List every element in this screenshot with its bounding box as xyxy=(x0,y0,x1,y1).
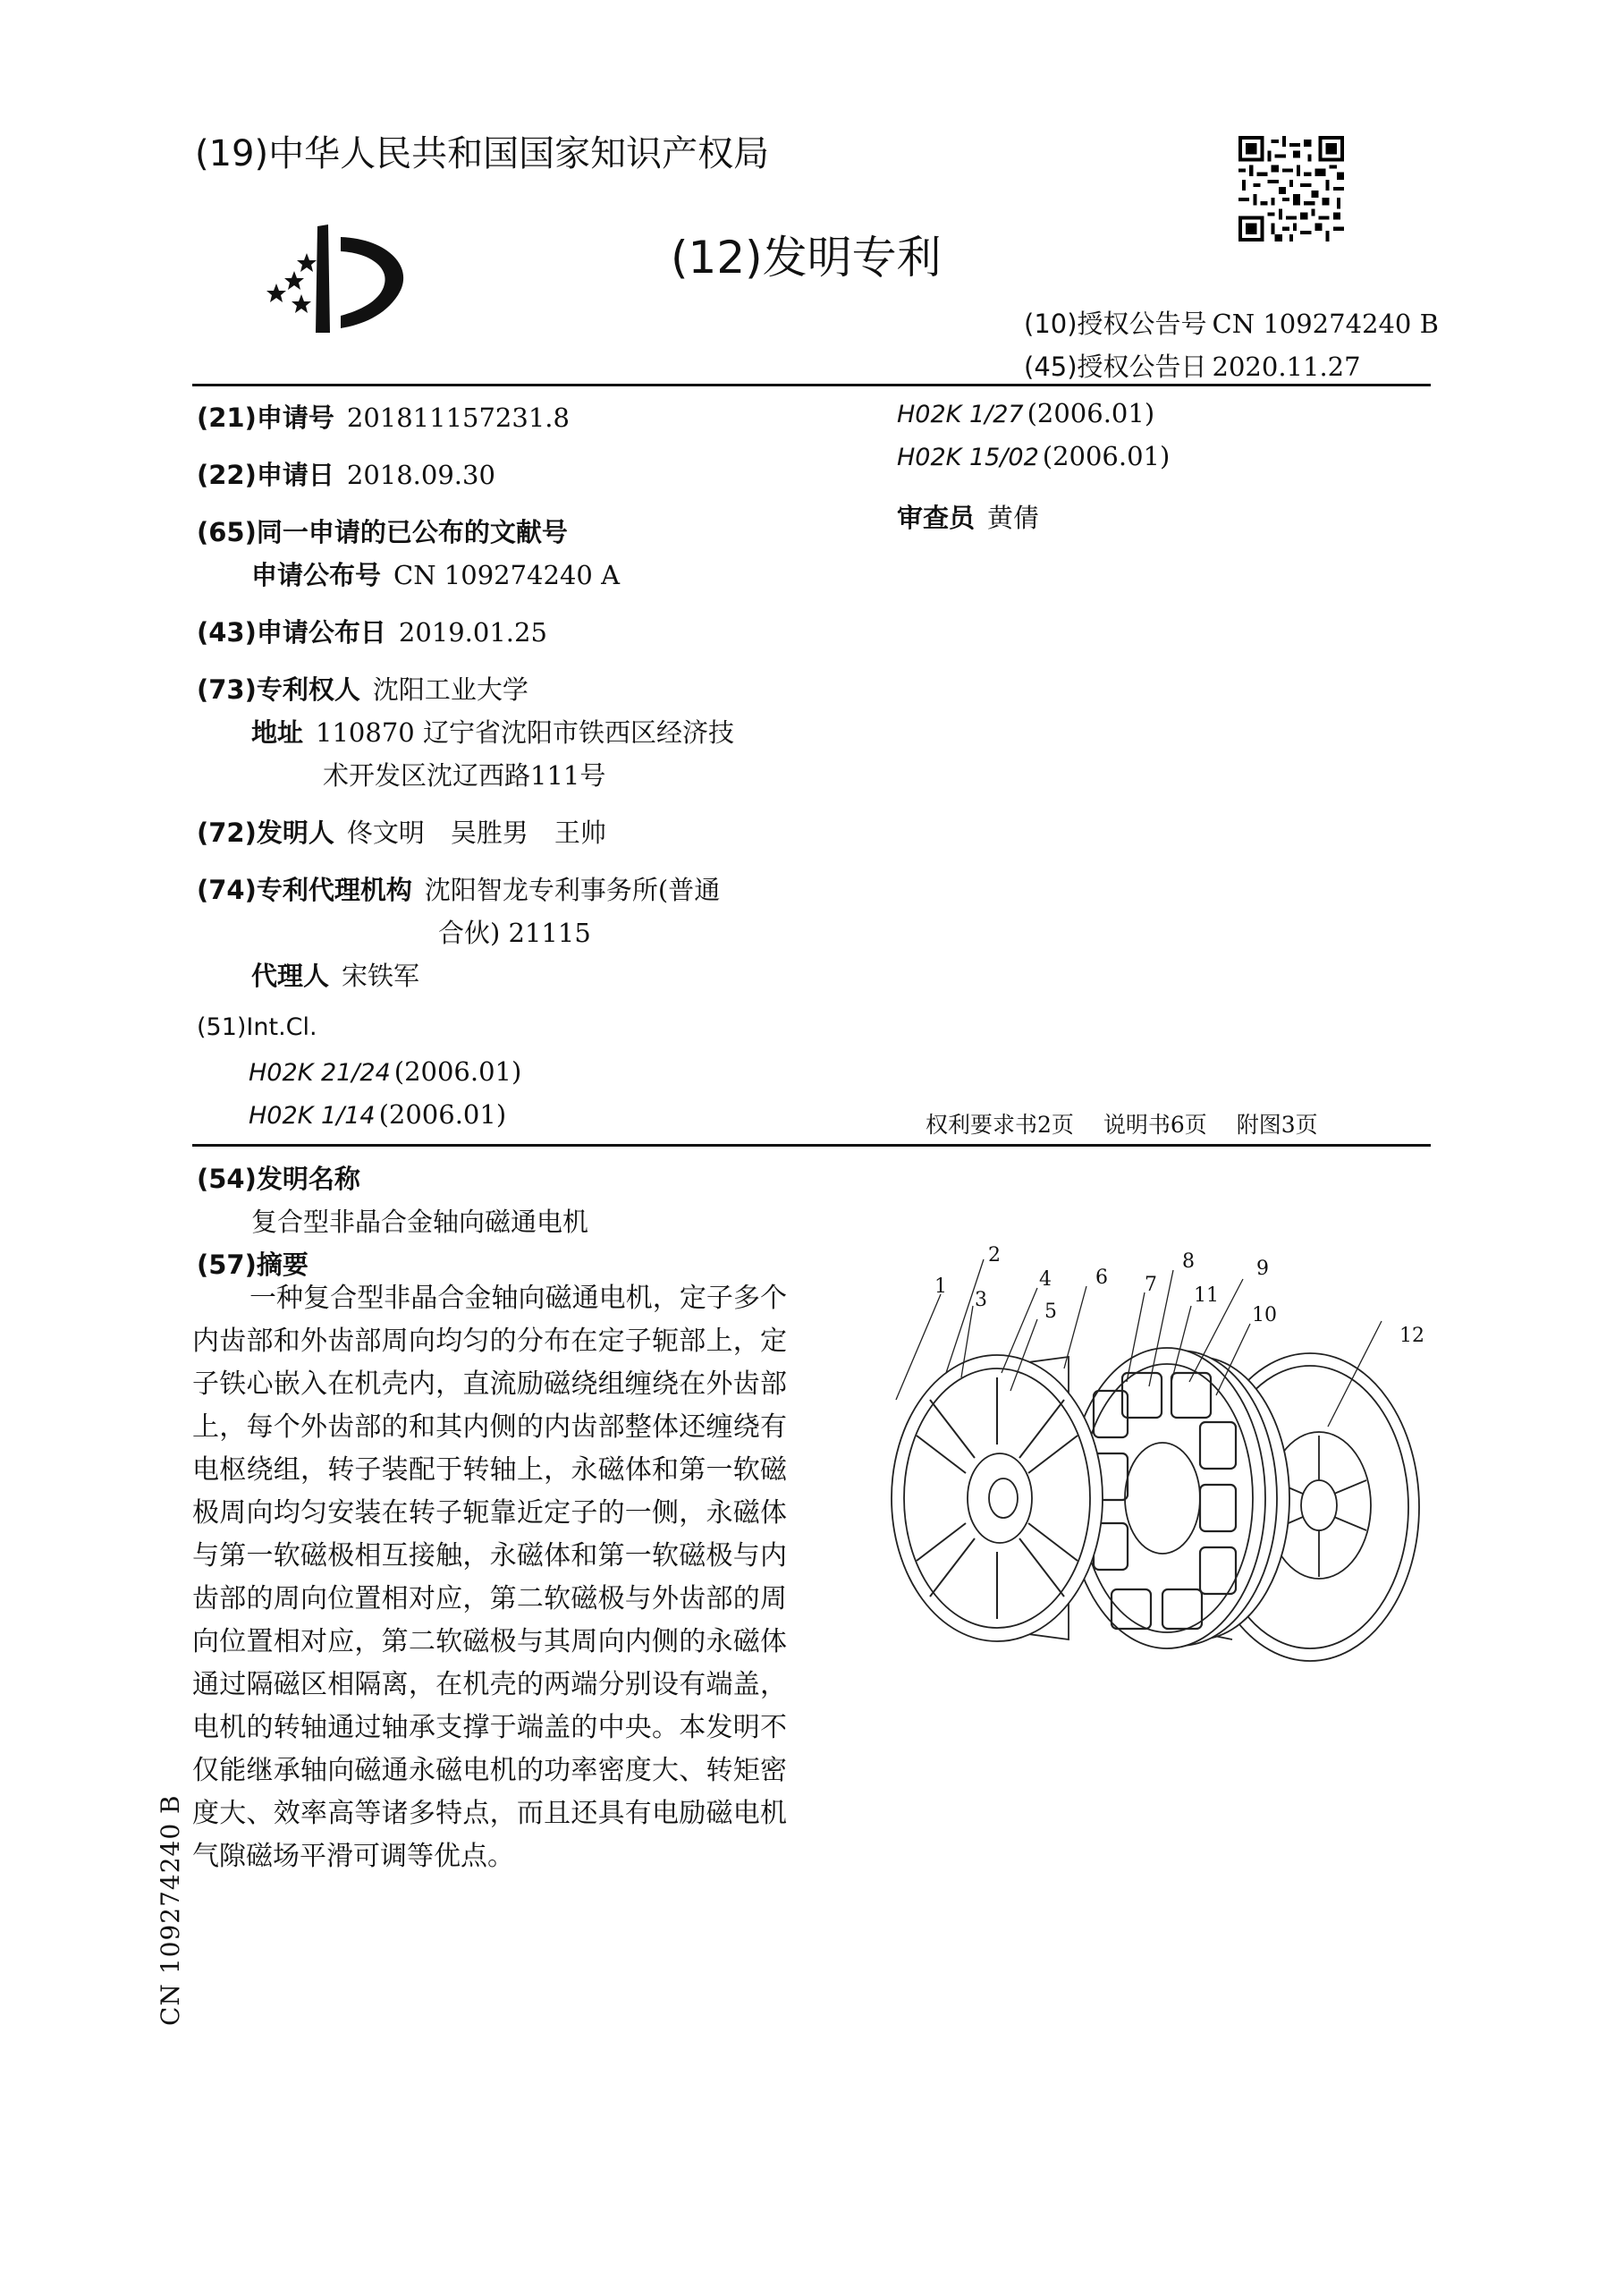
grant-number-label: (10)授权公告号 xyxy=(1024,309,1207,339)
grant-date xyxy=(1024,347,1361,384)
int-cl-1-code: H02K 21/24 xyxy=(249,1059,391,1087)
inventors-value: 佟文明 吴胜男 王帅 xyxy=(346,818,606,848)
application-date xyxy=(197,455,495,492)
application-number-label: (21)申请号 xyxy=(197,402,334,433)
application-date-label: (22)申请日 xyxy=(197,460,334,490)
office-name: (19)中华人民共和国国家知识产权局 xyxy=(195,133,770,174)
agency xyxy=(197,870,720,907)
figure-label-12: 12 xyxy=(1399,1325,1424,1347)
application-number xyxy=(197,398,570,435)
prior-publication-sub-label: 申请公布号 xyxy=(251,560,382,590)
qr-code xyxy=(1238,136,1344,241)
agency-line-1: 沈阳智龙专利事务所(普通 xyxy=(424,875,721,905)
inventors xyxy=(197,813,606,850)
address xyxy=(251,713,734,750)
address-label: 地址 xyxy=(251,717,304,748)
agent-label: 代理人 xyxy=(251,961,330,991)
patentee xyxy=(197,670,528,707)
prior-publication xyxy=(197,513,568,549)
address-line-1: 110870 辽宁省沈阳市铁西区经济技 xyxy=(316,717,734,748)
agency-label: (74)专利代理机构 xyxy=(197,875,412,905)
grant-date-label: (45)授权公告日 xyxy=(1024,352,1207,382)
classification-1-code: H02K 1/27 xyxy=(897,401,1024,428)
abstract-figure xyxy=(841,1239,1431,1668)
prior-publication-value: CN 109274240 A xyxy=(393,560,621,590)
publication-date-value: 2019.01.25 xyxy=(398,617,547,648)
abstract-text: 一种复合型非晶合金轴向磁通电机，定子多个内齿部和外齿部周向均匀的分布在定子轭部上，定子铁心嵌入在机壳内，直流励磁绕组缠绕在外齿部上，每个外齿部的和其内侧的内齿部整体还缠绕有电枢绕组，转子装配于转轴上，永磁体和第一软磁极周向均匀安装在转子轭靠近定子的一侧，永磁体与第一软磁极相互接触，永磁体和第一软磁极与内齿部的周向位置相对应，第二软磁极与外齿部的周向位置相对应，第二软磁极与其周向内侧的永磁体通过隔磁区相隔离，在机壳的两端分别设有端盖，电机的转轴通过轴承支撑于端盖的中央。本发明不仅能继承轴向磁通永磁电机的功率密度大、转矩密度大、效率高等诸多特点，而且还具有电励磁电机气隙磁场平滑可调等优点。 xyxy=(192,1283,787,1872)
classification-1 xyxy=(897,398,1154,428)
classification-2-year: (2006.01) xyxy=(1042,441,1171,471)
int-cl-1 xyxy=(249,1056,521,1087)
header-rule xyxy=(192,384,1431,386)
classification-2-code: H02K 15/02 xyxy=(897,444,1039,471)
int-cl-1-year: (2006.01) xyxy=(393,1056,522,1087)
figure-label-7: 7 xyxy=(1145,1274,1157,1296)
cnipa-logo xyxy=(264,219,425,340)
abstract-label: (57)摘要 xyxy=(197,1250,309,1280)
figure-label-4: 4 xyxy=(1039,1268,1052,1291)
agent xyxy=(251,956,419,993)
agent-value: 宋铁军 xyxy=(342,961,420,991)
publication-date xyxy=(197,613,547,649)
address-line-2: 术开发区沈辽西路111号 xyxy=(323,760,606,791)
application-number-value: 201811157231.8 xyxy=(346,402,570,433)
prior-publication-number xyxy=(251,555,620,592)
prior-publication-label: (65)同一申请的已公布的文献号 xyxy=(197,517,568,547)
figure-label-1: 1 xyxy=(934,1275,947,1298)
grant-date-value: 2020.11.27 xyxy=(1212,352,1361,382)
patentee-value: 沈阳工业大学 xyxy=(372,674,528,705)
document-kind: (12)发明专利 xyxy=(671,232,942,284)
figure-label-3: 3 xyxy=(975,1289,987,1311)
grant-number-value: CN 109274240 B xyxy=(1212,309,1439,339)
invention-title: 复合型非晶合金轴向磁通电机 xyxy=(251,1207,589,1237)
examiner xyxy=(897,498,1039,535)
examiner-value: 黄倩 xyxy=(987,503,1040,533)
int-cl-2-code: H02K 1/14 xyxy=(249,1102,376,1130)
publication-date-label: (43)申请公布日 xyxy=(197,617,386,648)
int-cl xyxy=(197,1013,317,1041)
patentee-label: (73)专利权人 xyxy=(197,674,360,705)
figure-label-5: 5 xyxy=(1044,1301,1057,1323)
examiner-label: 审查员 xyxy=(897,503,976,533)
biblio-rule xyxy=(192,1144,1431,1147)
int-cl-2-year: (2006.01) xyxy=(378,1099,507,1130)
figure-label-6: 6 xyxy=(1095,1267,1108,1289)
page-counts: 权利要求书2页 说明书6页 附图3页 xyxy=(926,1112,1318,1138)
int-cl-2 xyxy=(249,1099,506,1130)
figure-label-10: 10 xyxy=(1252,1304,1277,1326)
classification-2 xyxy=(897,441,1170,471)
invention-title-label: (54)发明名称 xyxy=(197,1164,360,1194)
agency-line-2: 合伙) 21115 xyxy=(438,918,591,948)
figure-label-2: 2 xyxy=(988,1244,1001,1267)
inventors-label: (72)发明人 xyxy=(197,818,334,848)
grant-number xyxy=(1024,304,1439,341)
classification-1-year: (2006.01) xyxy=(1027,398,1155,428)
figure-label-8: 8 xyxy=(1182,1250,1195,1273)
figure-label-9: 9 xyxy=(1256,1258,1269,1280)
side-document-number: CN 109274240 B xyxy=(156,1794,185,2026)
int-cl-label: (51)Int.Cl. xyxy=(197,1013,317,1041)
application-date-value: 2018.09.30 xyxy=(346,460,495,490)
figure-label-11: 11 xyxy=(1194,1284,1219,1307)
